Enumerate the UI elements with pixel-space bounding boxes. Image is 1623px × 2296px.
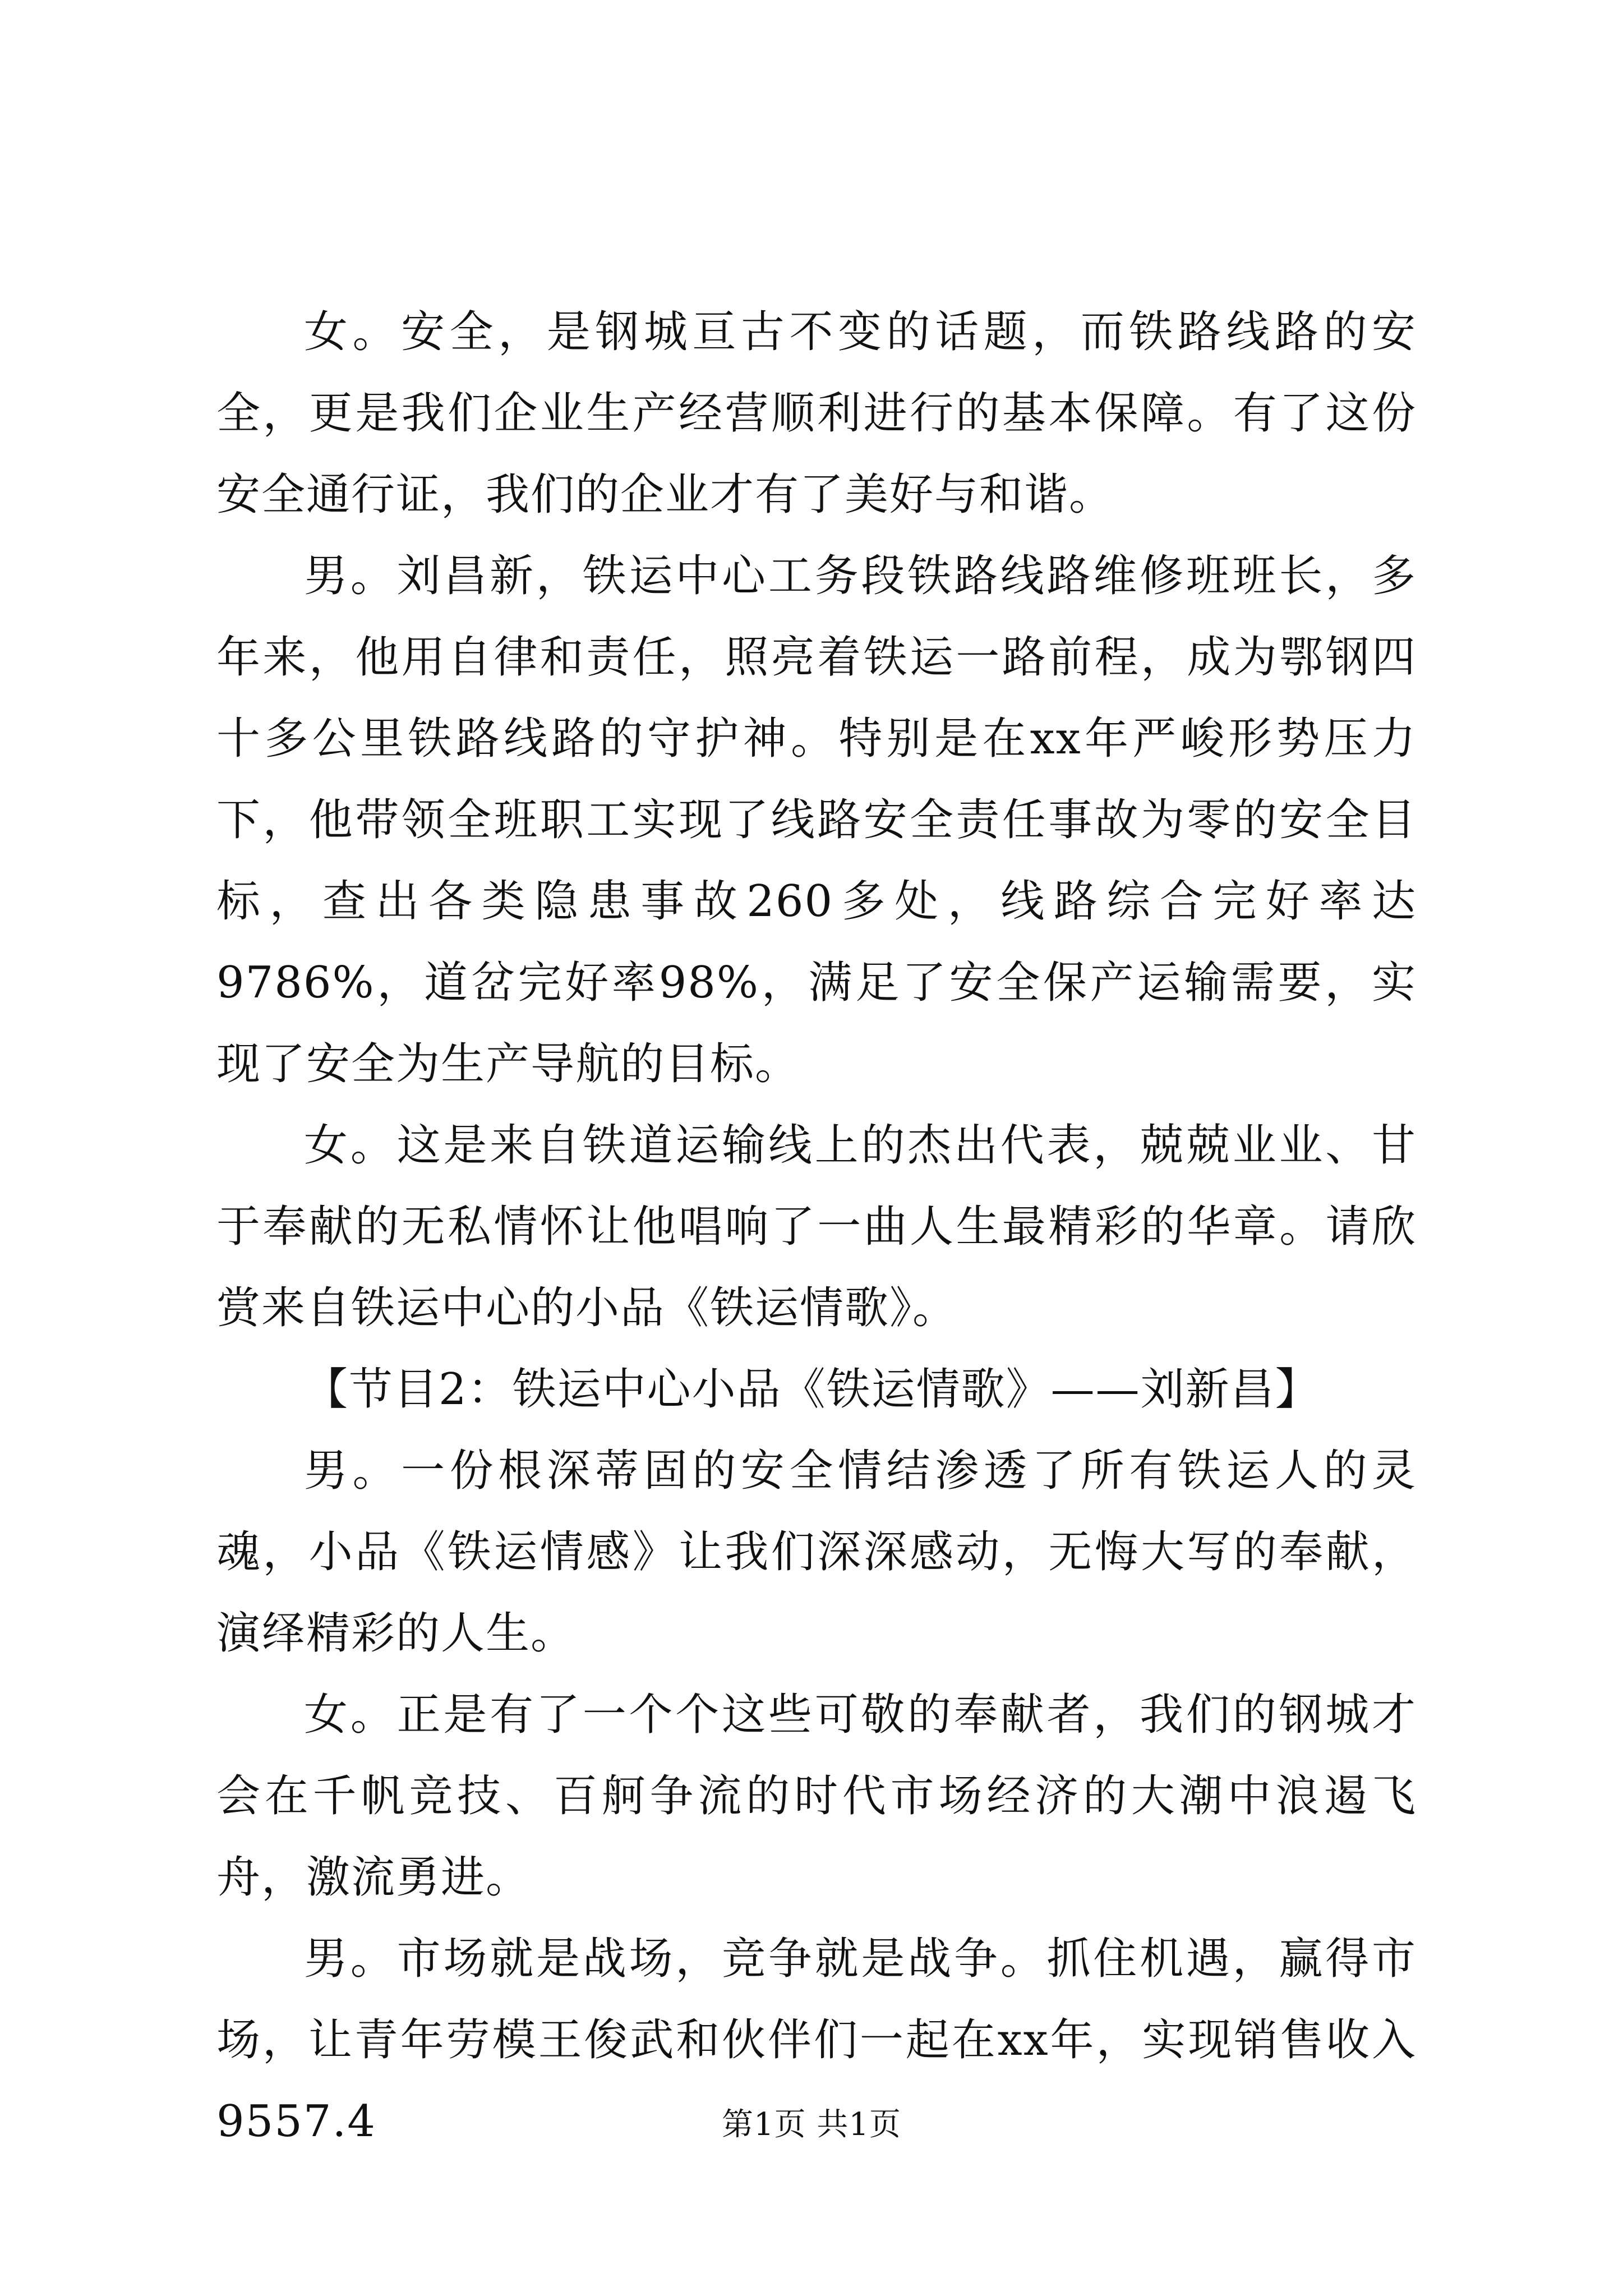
paragraph-female-contributors: 女。正是有了一个个这些可敬的奉献者，我们的钢城才会在千帆竞技、百舸争流的时代市场经济的大潮中浪遏飞舟，激流勇进。 bbox=[216, 1690, 1417, 1903]
paragraph-male-sketch-comment: 男。一份根深蒂固的安全情结渗透了所有铁运人的灵魂，小品《铁运情感》让我们深深感动，无悔大写的奉献，演绎精彩的人生。 bbox=[216, 1446, 1417, 1659]
document-body bbox=[216, 292, 1417, 2162]
paragraph-male-market: 男。市场就是战场，竞争就是战争。抓住机遇，赢得市场，让青年劳模王俊武和伙伴们一起在xx年，实现销售收入9557.4 bbox=[216, 1934, 1417, 2147]
paragraph-female-safety: 女。安全，是钢城亘古不变的话题，而铁路线路的安全，更是我们企业生产经营顺利进行的基本保障。有了这份安全通行证，我们的企业才有了美好与和谐。 bbox=[216, 307, 1417, 520]
paragraph-male-liu-changxin: 男。刘昌新，铁运中心工务段铁路线路维修班班长，多年来，他用自律和责任，照亮着铁运一路前程，成为鄂钢四十多公里铁路线路的守护神。特别是在xx年严峻形势压力下，他带领全班职工实现了线路安全责任事故为零的安全目标，查出各类隐患事故260多处，线路综合完好率达9786%，道岔完好率98%，满足了安全保产运输需要，实现了安全为生产导航的目标。 bbox=[216, 551, 1417, 1089]
paragraph-female-introduction: 女。这是来自铁道运输线上的杰出代表，兢兢业业、甘于奉献的无私情怀让他唱响了一曲人生最精彩的华章。请欣赏来自铁运中心的小品《铁运情歌》。 bbox=[216, 1120, 1417, 1333]
page-footer: 第1页 共1页 bbox=[721, 2106, 902, 2143]
program-title: 【节目2：铁运中心小品《铁运情歌》——刘新昌】 bbox=[304, 1364, 1320, 1415]
